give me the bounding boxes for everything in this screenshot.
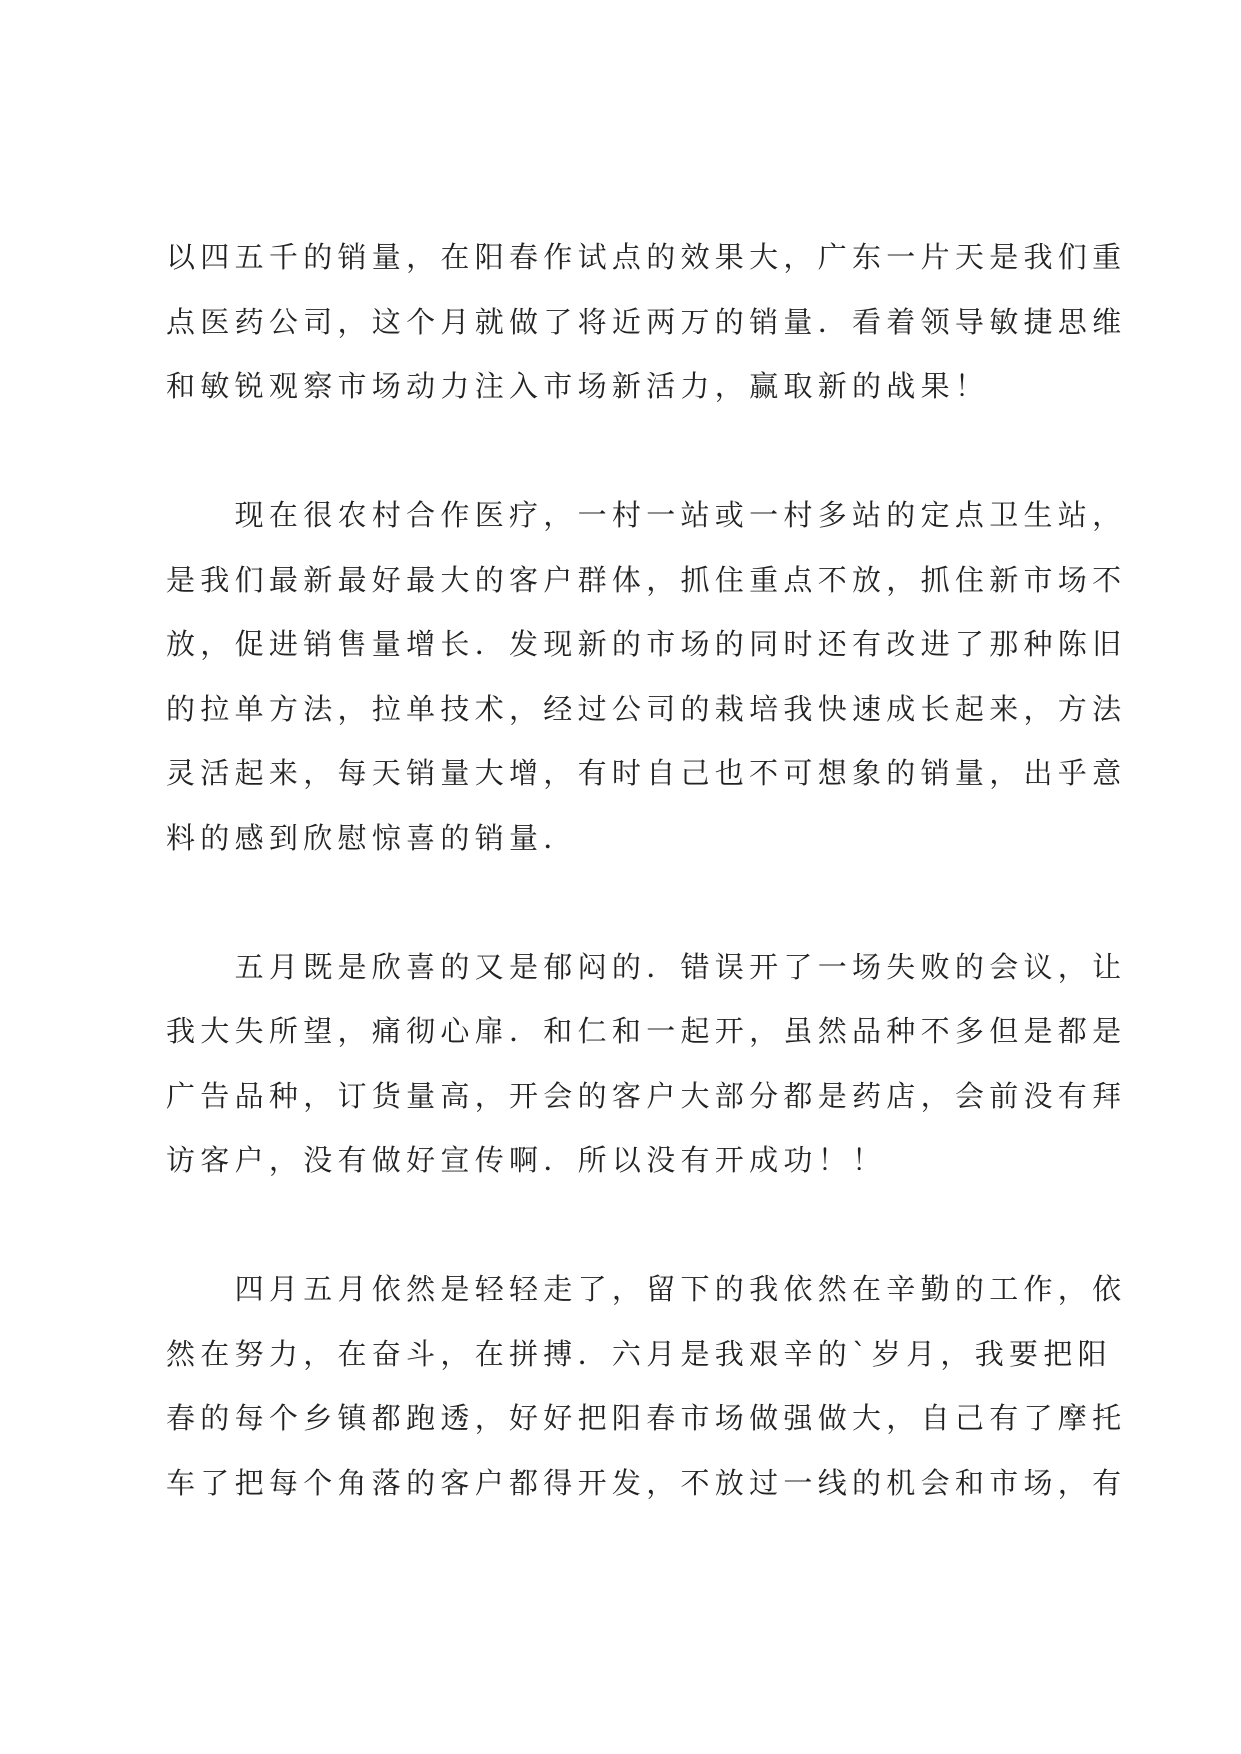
text-line: 广告品种，订货量高，开会的客户大部分都是药店，会前没有拜	[166, 1078, 1127, 1113]
text-line: 和敏锐观察市场动力注入市场新活力，赢取新的战果！	[166, 369, 990, 403]
paragraph	[166, 483, 1127, 870]
text-line: 料的感到欣慰惊喜的销量．	[166, 820, 578, 855]
paragraph-gap	[166, 419, 1084, 484]
text-line: 然在努力，在奋斗，在拼搏．六月是我艰辛的`岁月，我要把阳	[166, 1336, 1112, 1371]
text-line: 春的每个乡镇都跑透，好好把阳春市场做强做大，自己有了摩托	[166, 1401, 1127, 1435]
text-line: 我大失所望，痛彻心扉．和仁和一起开，虽然品种不多但是都是	[166, 1014, 1127, 1048]
document-body	[166, 225, 1127, 1515]
paragraph-gap	[166, 870, 1084, 935]
paragraph	[166, 935, 1127, 1193]
paragraph-gap	[166, 1193, 1084, 1258]
text-line: 以四五千的销量，在阳春作试点的效果大，广东一片天是我们重	[166, 240, 1127, 274]
text-line: 的拉单方法，拉单技术，经过公司的栽培我快速成长起来，方法	[166, 691, 1127, 726]
text-line: 五月既是欣喜的又是郁闷的．错误开了一场失败的会议，让	[166, 949, 1127, 984]
text-line: 车了把每个角落的客户都得开发，不放过一线的机会和市场，有	[166, 1465, 1127, 1500]
paragraph	[166, 225, 1127, 419]
text-line: 点医药公司，这个月就做了将近两万的销量．看着领导敏捷思维	[166, 304, 1127, 339]
text-line: 现在很农村合作医疗，一村一站或一村多站的定点卫生站，	[166, 498, 1127, 532]
paragraph	[166, 1257, 1127, 1515]
text-line: 灵活起来，每天销量大增，有时自己也不可想象的销量，出乎意	[166, 756, 1127, 790]
text-line: 四月五月依然是轻轻走了，留下的我依然在辛勤的工作，依	[166, 1272, 1127, 1306]
text-line: 放，促进销售量增长．发现新的市场的同时还有改进了那种陈旧	[166, 627, 1127, 661]
text-line: 是我们最新最好最大的客户群体，抓住重点不放，抓住新市场不	[166, 562, 1127, 597]
text-line: 访客户，没有做好宣传啊．所以没有开成功！！	[166, 1143, 887, 1177]
